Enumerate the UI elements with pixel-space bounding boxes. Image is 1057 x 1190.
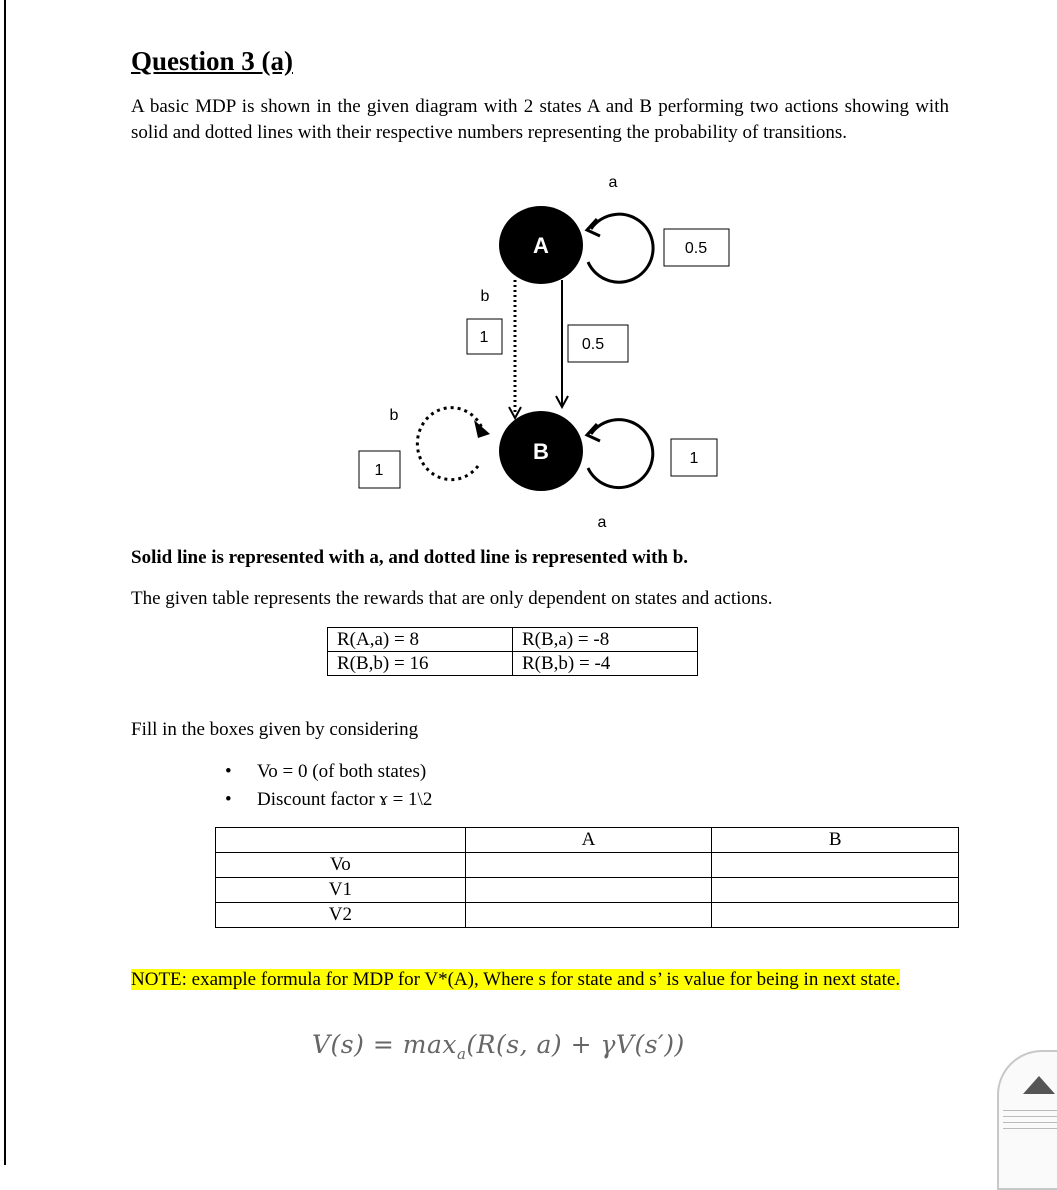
state-b-label: B (533, 439, 549, 464)
self-loop-a (588, 214, 653, 282)
table-row (328, 628, 698, 652)
prob-a-to-b-dotted: 1 (479, 329, 489, 346)
line-legend: Solid line is represented with a, and dotted line is represented with b. (131, 547, 689, 568)
value-iteration-table (215, 827, 959, 928)
action-label-a-top: a (608, 174, 618, 191)
formula-subscript: a (456, 1045, 467, 1063)
answer-box[interactable] (712, 853, 959, 878)
header-cell (216, 828, 466, 853)
table-header-row (216, 828, 959, 853)
highlighted-note: NOTE: example formula for MDP for V*(A), Where s for state and s’ is value for being in next state. (131, 969, 901, 990)
header-cell-a: A (465, 828, 712, 853)
assumption-list (225, 758, 432, 814)
mdp-diagram (0, 165, 1057, 540)
bellman-formula (312, 1030, 685, 1063)
action-label-b-left: b (389, 407, 399, 424)
question-title: Question 3 (a) (131, 46, 293, 76)
answer-box[interactable] (712, 903, 959, 928)
prob-a-self: 0.5 (684, 240, 708, 257)
grip-line (1003, 1116, 1057, 1117)
formula-main: V(s) = max (312, 1030, 457, 1059)
formula-note (131, 967, 949, 993)
grip-line (1003, 1128, 1057, 1129)
grip-line (1003, 1122, 1057, 1123)
prob-b-self-dotted: 1 (374, 462, 384, 479)
row-label: V2 (216, 903, 466, 928)
prob-b-self-solid: 1 (689, 450, 699, 467)
fill-in-instruction: Fill in the boxes given by considering (131, 719, 419, 740)
scroll-to-top-button[interactable] (997, 1050, 1057, 1190)
rewards-table (327, 627, 698, 676)
table-cell: R(B,a) = -8 (513, 628, 698, 652)
table-cell: R(B,b) = -4 (513, 652, 698, 676)
list-item: • Vo = 0 (of both states) (225, 758, 432, 786)
row-label: V1 (216, 878, 466, 903)
question-intro: A basic MDP is shown in the given diagram with 2 states A and B performing two actions showing with solid and dotted lines with their respective numbers representing the probability of transitions. (131, 96, 949, 143)
answer-box[interactable] (465, 903, 712, 928)
rewards-description: The given table represents the rewards that are only dependent on states and actions. (131, 588, 773, 609)
grip-line (1003, 1110, 1057, 1111)
self-loop-b-solid (588, 420, 653, 488)
answer-box[interactable] (712, 878, 959, 903)
table-row (216, 878, 959, 903)
table-row (216, 903, 959, 928)
action-label-b-mid: b (480, 288, 490, 305)
prob-a-to-b-solid: 0.5 (581, 336, 605, 353)
table-row (328, 652, 698, 676)
action-label-a-bottom: a (597, 514, 607, 531)
table-row (216, 853, 959, 878)
triangle-up-icon (1023, 1076, 1055, 1094)
table-cell: R(A,a) = 8 (328, 628, 513, 652)
answer-box[interactable] (465, 853, 712, 878)
dotted-arrow-a-to-b-head (509, 407, 521, 418)
list-item: • Discount factor ɤ = 1\2 (225, 786, 432, 814)
row-label: Vo (216, 853, 466, 878)
self-loop-b-dotted-head (474, 420, 490, 438)
answer-box[interactable] (465, 878, 712, 903)
self-loop-b-dotted (417, 408, 482, 480)
state-a-label: A (533, 233, 549, 258)
header-cell-b: B (712, 828, 959, 853)
table-cell: R(B,b) = 16 (328, 652, 513, 676)
formula-rest: (R(s, a) + γV(s′)) (466, 1030, 685, 1059)
